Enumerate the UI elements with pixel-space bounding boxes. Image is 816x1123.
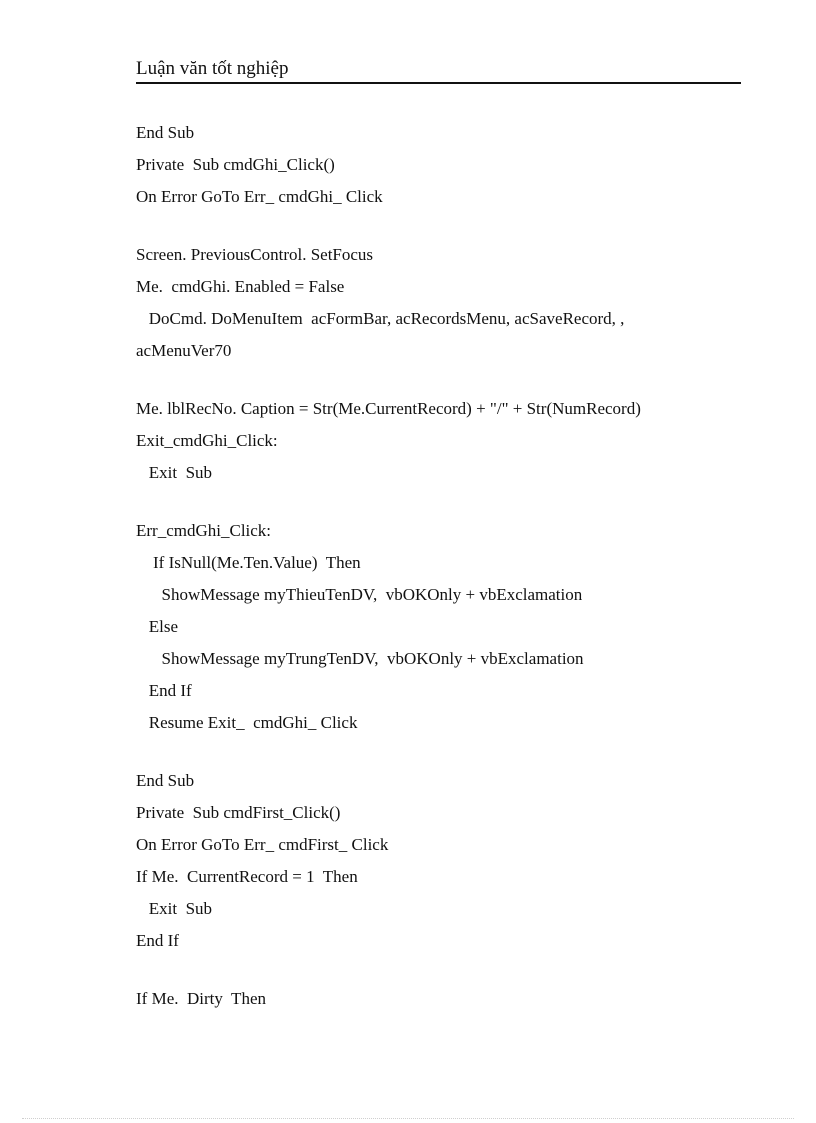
paragraph-gap: [136, 213, 776, 239]
code-line: Private Sub cmdFirst_Click(): [136, 803, 341, 822]
code-line: Else: [136, 617, 179, 636]
code-line: ShowMessage myTrungTenDV, vbOKOnly + vbExclamation: [136, 649, 584, 668]
code-line: End Sub: [136, 123, 195, 142]
code-line: Exit_cmdGhi_Click:: [136, 431, 278, 450]
code-line: Err_cmdGhi_Click:: [136, 521, 272, 540]
code-line: Resume Exit_ cmdGhi_ Click: [136, 713, 358, 732]
code-line: On Error GoTo Err_ cmdFirst_ Click: [136, 835, 389, 854]
code-line: End If: [136, 681, 192, 700]
paragraph-gap: [136, 367, 776, 393]
code-line: End Sub: [136, 771, 195, 790]
page-header: [136, 56, 741, 84]
code-line: Private Sub cmdGhi_Click(): [136, 155, 335, 174]
paragraph-gap: [136, 957, 776, 983]
code-line: If Me. CurrentRecord = 1 Then: [136, 867, 358, 886]
code-listing: [136, 117, 776, 1015]
code-line: Screen. PreviousControl. SetFocus: [136, 245, 374, 264]
code-line: If IsNull(Me.Ten.Value) Then: [136, 553, 361, 572]
code-line: Me. cmdGhi. Enabled = False: [136, 277, 345, 296]
code-line: On Error GoTo Err_ cmdGhi_ Click: [136, 187, 383, 206]
paragraph-gap: [136, 489, 776, 515]
code-line: End If: [136, 931, 179, 950]
code-line: ShowMessage myThieuTenDV, vbOKOnly + vbExclamation: [136, 585, 583, 604]
code-line: If Me. Dirty Then: [136, 989, 266, 1008]
code-line: acMenuVer70: [136, 341, 232, 360]
page-bottom-divider: [22, 1118, 794, 1119]
code-line: Exit Sub: [136, 463, 213, 482]
code-line: Me. lblRecNo. Caption = Str(Me.CurrentRecord) + "/" + Str(NumRecord): [136, 399, 641, 418]
paragraph-gap: [136, 739, 776, 765]
page-header-title: Luận văn tốt nghiệp: [136, 58, 289, 79]
code-line: DoCmd. DoMenuItem acFormBar, acRecordsMenu, acSaveRecord, ,: [136, 309, 625, 328]
code-line: Exit Sub: [136, 899, 213, 918]
